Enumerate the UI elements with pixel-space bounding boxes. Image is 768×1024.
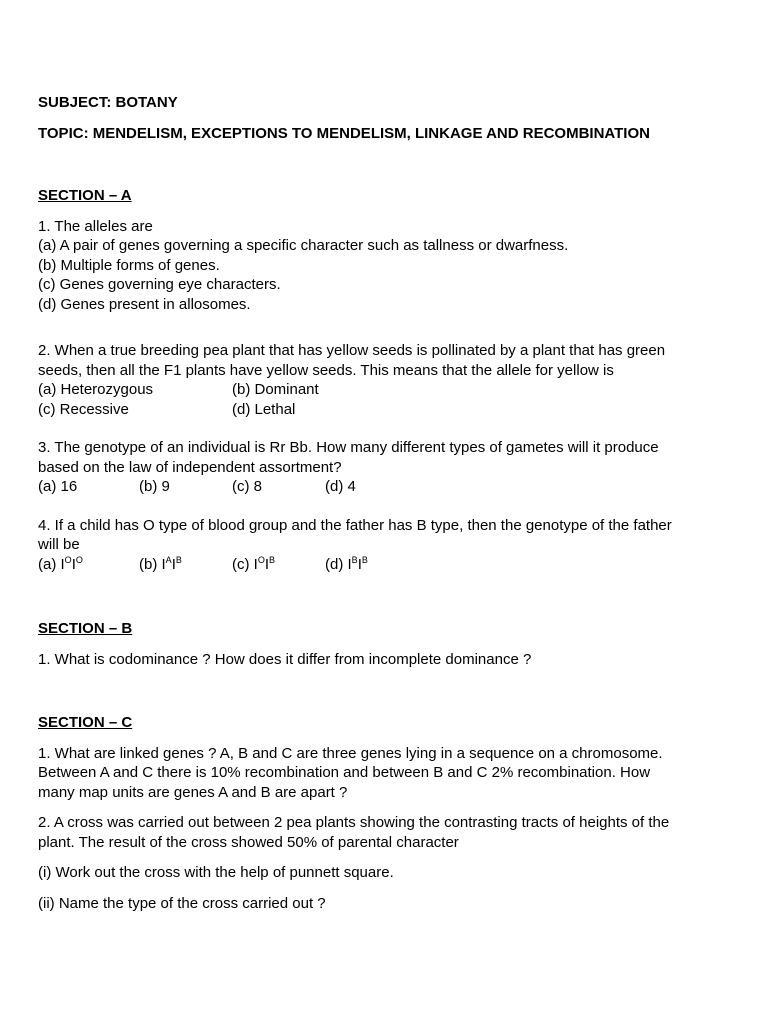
option-b: (b) $I^AI^B$ (139, 554, 182, 573)
option-d: (d) $I^BI^B$ (325, 554, 368, 573)
option-c: (c) Recessive (38, 400, 129, 418)
section-a-question-2 (38, 341, 678, 419)
option-a: (a) $I^OI^O$ (38, 554, 83, 573)
options-row (38, 555, 678, 575)
worksheet (38, 93, 678, 924)
question-text: 1. The alleles are (38, 217, 153, 235)
option-a: (a) A pair of genes governing a specific character such as tallness or dwarfness. (38, 237, 569, 254)
option-c: (c) $I^OI^B$ (232, 554, 276, 573)
option-b: (b) Multiple forms of genes. (38, 256, 220, 274)
option-d: (d) Lethal (232, 400, 296, 418)
section-c-question-2: 2. A cross was carried out between 2 pea plants showing the contrasting tracts of heights of the plant. The result of the cross showed 50% of parental character (38, 814, 670, 851)
question-text: 3. The genotype of an individual is Rr Bb. How many different types of gametes will it produce based on the law of independent assortment? (38, 439, 659, 476)
section-a-question-4 (38, 516, 678, 575)
subject-heading: SUBJECT: BOTANY (38, 94, 178, 111)
question-text: 4. If a child has O type of blood group and the father has B type, then the genotype of the father will be (38, 516, 672, 553)
option-d: (d) 4 (325, 478, 356, 495)
question-text: 2. When a true breeding pea plant that has yellow seeds is pollinated by a plant that has green seeds, then all the F1 plants have yellow seeds. This means that the allele for yellow is (38, 342, 666, 379)
topic-heading: TOPIC: MENDELISM, EXCEPTIONS TO MENDELISM, LINKAGE AND RECOMBINATION (38, 124, 650, 142)
section-b-title: SECTION – B (38, 620, 133, 637)
option-c: (c) 8 (232, 478, 262, 495)
options-row-2 (38, 400, 678, 420)
option-b: (b) Dominant (232, 381, 319, 398)
option-a: (a) 16 (38, 478, 78, 495)
options-row (38, 477, 678, 497)
section-a-question-3 (38, 438, 678, 497)
section-c-question-1: 1. What are linked genes ? A, B and C are three genes lying in a sequence on a chromosome. Between A and C there is 10% recombination and between B and C 2% recombination. How many map units are genes A and B are apart ? (38, 744, 663, 801)
option-a: (a) Heterozygous (38, 381, 154, 398)
section-c-question-2-part-i: (i) Work out the cross with the help of punnett square. (38, 864, 394, 881)
section-c-question-2-part-ii: (ii) Name the type of the cross carried out ? (38, 894, 326, 912)
section-b-question-1: 1. What is codominance ? How does it differ from incomplete dominance ? (38, 650, 532, 668)
option-c: (c) Genes governing eye characters. (38, 276, 281, 293)
options-row-1 (38, 380, 678, 400)
section-a-question-1 (38, 217, 678, 315)
option-b: (b) 9 (139, 478, 170, 495)
section-a-title: SECTION – A (38, 187, 132, 204)
option-d: (d) Genes present in allosomes. (38, 295, 251, 313)
section-c-title: SECTION – C (38, 714, 133, 731)
